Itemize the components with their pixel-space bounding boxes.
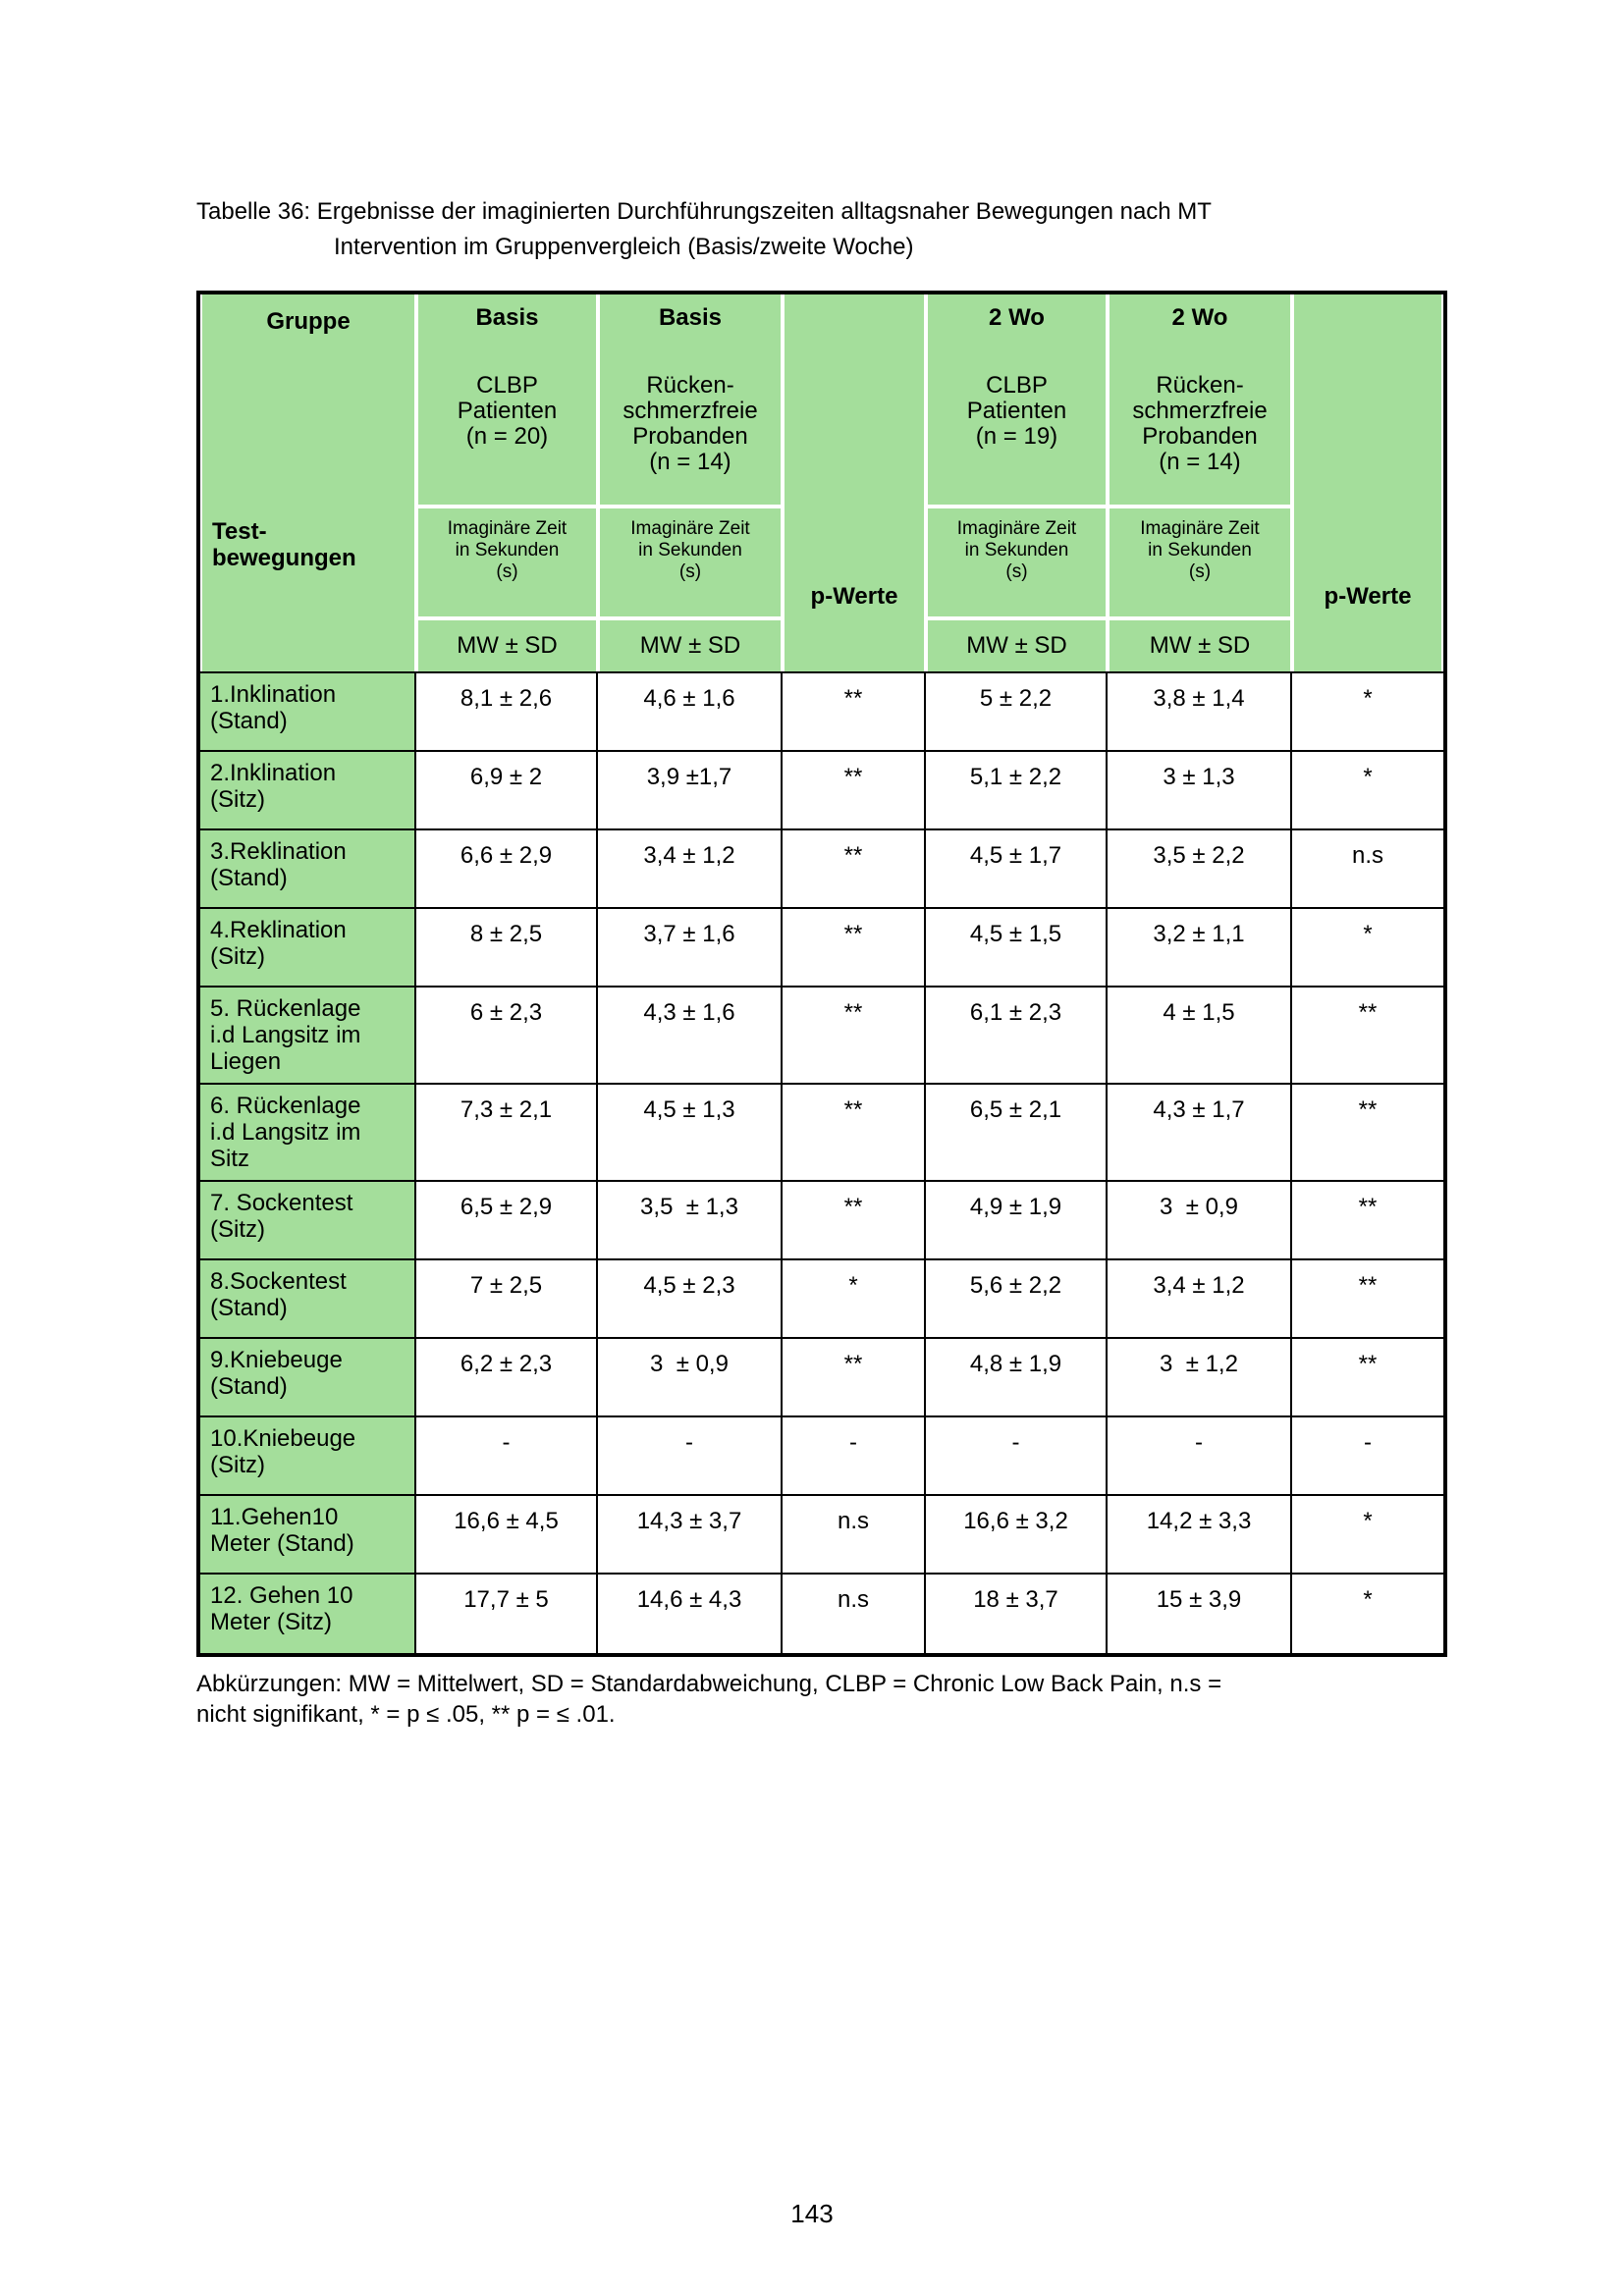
value-cell: 5 ± 2,2 bbox=[926, 673, 1108, 750]
value-cell: 5,6 ± 2,2 bbox=[926, 1260, 1108, 1337]
value-cell: 4 ± 1,5 bbox=[1108, 988, 1292, 1083]
value-cell: 6,9 ± 2 bbox=[416, 752, 598, 828]
stat-cell: MW ± SD bbox=[1110, 620, 1290, 671]
table-header bbox=[200, 294, 1443, 673]
row-label: 9.Kniebeuge (Stand) bbox=[200, 1339, 416, 1415]
header-testbewegungen: Test- bewegungen bbox=[212, 518, 356, 571]
table-row bbox=[200, 1417, 1443, 1496]
row-label: 3.Reklination (Stand) bbox=[200, 830, 416, 907]
value-cell: - bbox=[1364, 1429, 1372, 1456]
value-cell: 3 ± 0,9 bbox=[598, 1339, 783, 1415]
value-cell: 16,6 ± 3,2 bbox=[926, 1496, 1108, 1573]
value-cell: ** bbox=[783, 1182, 926, 1258]
value-cell: * bbox=[1363, 1586, 1373, 1613]
group-subtitle: Rücken- schmerzfreie Probanden (n = 14) bbox=[623, 372, 758, 475]
row-label: 11.Gehen10 Meter (Stand) bbox=[200, 1496, 416, 1573]
header-col-corner bbox=[200, 294, 416, 671]
value-cell: 3,7 ± 1,6 bbox=[598, 909, 783, 986]
value-cell: - bbox=[598, 1417, 783, 1494]
value-cell: 6,5 ± 2,9 bbox=[416, 1182, 598, 1258]
group-subtitle: Rücken- schmerzfreie Probanden (n = 14) bbox=[1132, 372, 1268, 475]
value-cell: * bbox=[1363, 685, 1373, 712]
value-cell: 3,9 ±1,7 bbox=[598, 752, 783, 828]
row-label: 8.Sockentest (Stand) bbox=[200, 1260, 416, 1337]
value-cell: 6,6 ± 2,9 bbox=[416, 830, 598, 907]
table-row bbox=[200, 1260, 1443, 1339]
value-cell: 6,5 ± 2,1 bbox=[926, 1085, 1108, 1180]
value-cell: ** bbox=[783, 1085, 926, 1180]
value-cell: n.s bbox=[783, 1496, 926, 1573]
value-cell: 4,5 ± 1,3 bbox=[598, 1085, 783, 1180]
value-cell: ** bbox=[1358, 999, 1378, 1026]
value-cell: * bbox=[1363, 764, 1373, 790]
value-cell: 17,7 ± 5 bbox=[416, 1575, 598, 1653]
value-cell: 3 ± 0,9 bbox=[1108, 1182, 1292, 1258]
value-cell: 4,6 ± 1,6 bbox=[598, 673, 783, 750]
abbreviations-footnote: Abkürzungen: MW = Mittelwert, SD = Standardabweichung, CLBP = Chronic Low Back Pain, n.s = nicht signifikant, * = p ≤ .05, ** p = ≤ .01. bbox=[196, 1671, 1222, 1728]
value-cell: * bbox=[783, 1260, 926, 1337]
value-cell: ** bbox=[1358, 1272, 1378, 1299]
value-cell: 3,4 ± 1,2 bbox=[1108, 1260, 1292, 1337]
group-subtitle: CLBP Patienten (n = 20) bbox=[457, 372, 558, 450]
group-title-cell bbox=[1110, 294, 1290, 505]
table-row bbox=[200, 1182, 1443, 1260]
stat-cell: MW ± SD bbox=[600, 620, 781, 671]
value-cell: * bbox=[1363, 921, 1373, 947]
group-title-cell bbox=[418, 294, 596, 505]
table-caption: Tabelle 36: Ergebnisse der imaginierten Durchführungszeiten alltagsnaher Bewegungen nach MT Intervention im Gruppenvergleich (Basis/zweite Woche) bbox=[196, 198, 1212, 260]
value-cell: 6 ± 2,3 bbox=[416, 988, 598, 1083]
value-cell: ** bbox=[783, 988, 926, 1083]
p-werte-cell bbox=[1294, 294, 1441, 671]
value-cell: 3 ± 1,3 bbox=[1108, 752, 1292, 828]
group-title-cell bbox=[600, 294, 781, 505]
value-cell: 4,5 ± 1,7 bbox=[926, 830, 1108, 907]
value-cell: 18 ± 3,7 bbox=[926, 1575, 1108, 1653]
group-title: 2 Wo bbox=[989, 304, 1045, 331]
table-row bbox=[200, 1339, 1443, 1417]
value-cell: - bbox=[783, 1417, 926, 1494]
value-cell: 14,2 ± 3,3 bbox=[1108, 1496, 1292, 1573]
value-cell: ** bbox=[1358, 1351, 1378, 1377]
page-content bbox=[196, 194, 1447, 1730]
header-col-p1 bbox=[783, 294, 926, 671]
corner-cell bbox=[202, 294, 414, 671]
value-cell: 4,5 ± 1,5 bbox=[926, 909, 1108, 986]
value-cell: ** bbox=[783, 752, 926, 828]
stat-cell: MW ± SD bbox=[928, 620, 1106, 671]
p-werte-cell bbox=[785, 294, 924, 671]
value-cell: 6,1 ± 2,3 bbox=[926, 988, 1108, 1083]
value-cell: ** bbox=[783, 830, 926, 907]
row-label: 4.Reklination (Sitz) bbox=[200, 909, 416, 986]
table-row bbox=[200, 1496, 1443, 1575]
value-cell: 3 ± 1,2 bbox=[1108, 1339, 1292, 1415]
value-cell: ** bbox=[1358, 1096, 1378, 1123]
header-col-basis-clbp bbox=[416, 294, 598, 671]
group-subtitle: CLBP Patienten (n = 19) bbox=[966, 372, 1067, 450]
value-cell: n.s bbox=[1351, 842, 1383, 869]
value-cell: * bbox=[1363, 1508, 1373, 1534]
header-col-2wo-control bbox=[1108, 294, 1292, 671]
value-cell: 3,5 ± 2,2 bbox=[1108, 830, 1292, 907]
value-cell: 5,1 ± 2,2 bbox=[926, 752, 1108, 828]
results-table bbox=[196, 291, 1447, 1657]
header-col-p2 bbox=[1292, 294, 1443, 671]
value-cell: 15 ± 3,9 bbox=[1108, 1575, 1292, 1653]
value-cell: 8,1 ± 2,6 bbox=[416, 673, 598, 750]
row-label: 10.Kniebeuge (Sitz) bbox=[200, 1417, 416, 1494]
row-label: 2.Inklination (Sitz) bbox=[200, 752, 416, 828]
group-title: Basis bbox=[475, 304, 539, 331]
value-cell: 7,3 ± 2,1 bbox=[416, 1085, 598, 1180]
group-title-cell bbox=[928, 294, 1106, 505]
value-cell: 4,5 ± 2,3 bbox=[598, 1260, 783, 1337]
value-cell: 6,2 ± 2,3 bbox=[416, 1339, 598, 1415]
p-werte-label: p-Werte bbox=[810, 583, 898, 610]
table-row bbox=[200, 673, 1443, 752]
group-title: 2 Wo bbox=[1171, 304, 1228, 331]
value-cell: 3,4 ± 1,2 bbox=[598, 830, 783, 907]
table-row bbox=[200, 1575, 1443, 1653]
value-cell: n.s bbox=[783, 1575, 926, 1653]
value-cell: - bbox=[416, 1417, 598, 1494]
value-cell: 4,8 ± 1,9 bbox=[926, 1339, 1108, 1415]
page-number: 143 bbox=[790, 2199, 834, 2228]
row-label: 7. Sockentest (Sitz) bbox=[200, 1182, 416, 1258]
value-cell: 3,2 ± 1,1 bbox=[1108, 909, 1292, 986]
value-cell: ** bbox=[783, 909, 926, 986]
value-cell: ** bbox=[1358, 1194, 1378, 1220]
p-werte-label: p-Werte bbox=[1324, 583, 1412, 610]
value-cell: 14,6 ± 4,3 bbox=[598, 1575, 783, 1653]
row-label: 1.Inklination (Stand) bbox=[200, 673, 416, 750]
value-cell: - bbox=[1108, 1417, 1292, 1494]
table-row bbox=[200, 1085, 1443, 1182]
unit-cell: Imaginäre Zeit in Sekunden (s) bbox=[418, 508, 596, 616]
row-label: 6. Rückenlage i.d Langsitz im Sitz bbox=[200, 1085, 416, 1180]
value-cell: ** bbox=[783, 673, 926, 750]
value-cell: 4,3 ± 1,6 bbox=[598, 988, 783, 1083]
header-gruppe: Gruppe bbox=[266, 308, 351, 335]
value-cell: 14,3 ± 3,7 bbox=[598, 1496, 783, 1573]
value-cell: 16,6 ± 4,5 bbox=[416, 1496, 598, 1573]
value-cell: 4,9 ± 1,9 bbox=[926, 1182, 1108, 1258]
value-cell: 3,5 ± 1,3 bbox=[598, 1182, 783, 1258]
row-label: 12. Gehen 10 Meter (Sitz) bbox=[200, 1575, 416, 1653]
unit-cell: Imaginäre Zeit in Sekunden (s) bbox=[600, 508, 781, 616]
unit-cell: Imaginäre Zeit in Sekunden (s) bbox=[928, 508, 1106, 616]
value-cell: - bbox=[926, 1417, 1108, 1494]
table-row bbox=[200, 752, 1443, 830]
value-cell: 3,8 ± 1,4 bbox=[1108, 673, 1292, 750]
value-cell: 4,3 ± 1,7 bbox=[1108, 1085, 1292, 1180]
header-col-2wo-clbp bbox=[926, 294, 1108, 671]
row-label: 5. Rückenlage i.d Langsitz im Liegen bbox=[200, 988, 416, 1083]
value-cell: 7 ± 2,5 bbox=[416, 1260, 598, 1337]
table-row bbox=[200, 988, 1443, 1085]
header-col-basis-control bbox=[598, 294, 783, 671]
group-title: Basis bbox=[658, 304, 723, 331]
stat-cell: MW ± SD bbox=[418, 620, 596, 671]
unit-cell: Imaginäre Zeit in Sekunden (s) bbox=[1110, 508, 1290, 616]
table-body bbox=[200, 673, 1443, 1653]
value-cell: 8 ± 2,5 bbox=[416, 909, 598, 986]
value-cell: ** bbox=[783, 1339, 926, 1415]
table-row bbox=[200, 830, 1443, 909]
table-row bbox=[200, 909, 1443, 988]
